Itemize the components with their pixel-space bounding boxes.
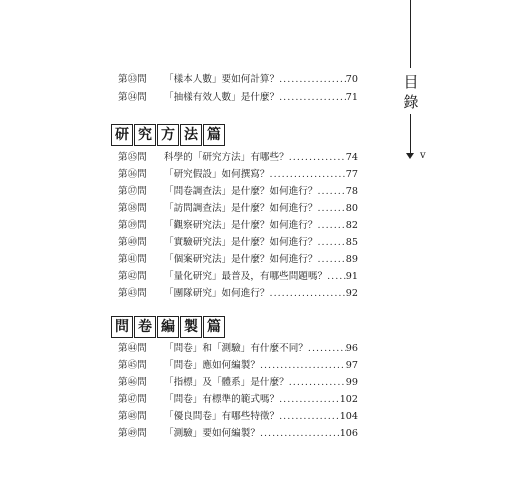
entry-number: 第㊴問 — [118, 220, 147, 231]
entry-title: 「研究假設」如何撰寫？ — [164, 169, 270, 180]
entry-page: 85 — [345, 237, 358, 248]
toc-heading-char: 錄 — [403, 93, 419, 111]
entry-title: 「優良問卷」有哪些特徵？ — [164, 411, 280, 422]
entry-title: 「抽樣有效人數」是什麼？ — [164, 92, 280, 103]
entry-title: 「問卷調查法」是什麼？如何進行？ — [164, 186, 318, 197]
section-heading-char: 法 — [180, 124, 202, 146]
section-heading-questionnaire-design — [111, 316, 226, 338]
section-heading-char: 問 — [111, 316, 133, 338]
entry-title: 「測驗」要如何編製？ — [164, 428, 260, 439]
toc-entry[interactable] — [118, 426, 358, 442]
toc-entry[interactable] — [118, 375, 358, 391]
toc-entry[interactable] — [118, 392, 358, 408]
entry-page: 104 — [339, 411, 358, 422]
leader-dots — [318, 218, 346, 234]
middle-vertical-rule — [410, 114, 411, 154]
entry-title: 「個案研究法」是什麼？如何進行？ — [164, 254, 318, 265]
entry-page: 77 — [345, 169, 358, 180]
toc-entry[interactable] — [118, 341, 358, 357]
toc-heading-char: 目 — [403, 73, 419, 91]
leader-dots — [260, 358, 346, 374]
entry-page: 80 — [345, 203, 358, 214]
toc-entry[interactable] — [118, 252, 358, 268]
entry-number: 第㊼問 — [118, 394, 147, 405]
leader-dots — [289, 150, 346, 166]
leader-dots — [279, 90, 346, 106]
toc-entry[interactable] — [118, 150, 358, 166]
entry-number: 第㊲問 — [118, 186, 147, 197]
leader-dots — [289, 375, 346, 391]
leader-dots — [279, 72, 346, 88]
leader-dots — [270, 286, 346, 302]
entry-title: 「實驗研究法」是什麼？如何進行？ — [164, 237, 318, 248]
entry-page: 70 — [345, 74, 358, 85]
section-heading-char: 卷 — [134, 316, 156, 338]
leader-dots — [279, 392, 340, 408]
entry-number: 第㊺問 — [118, 360, 147, 371]
leader-dots — [270, 167, 346, 183]
entry-title: 「觀察研究法」是什麼？如何進行？ — [164, 220, 318, 231]
entry-number: 第㊸問 — [118, 288, 147, 299]
entry-title: 「訪問調查法」是什麼？如何進行？ — [164, 203, 318, 214]
leader-dots — [318, 184, 346, 200]
entry-number: 第㉟問 — [118, 152, 147, 163]
toc-entry[interactable] — [118, 409, 358, 425]
toc-entry[interactable] — [118, 184, 358, 200]
entry-title: 「指標」及「體系」是什麼？ — [164, 377, 289, 388]
section-heading-char: 究 — [134, 124, 156, 146]
entry-number: 第㊶問 — [118, 254, 147, 265]
entry-number: 第㊷問 — [118, 271, 147, 282]
toc-entry[interactable] — [118, 90, 358, 106]
page-number: v — [420, 150, 426, 161]
entry-title: 「團隊研究」如何進行？ — [164, 288, 270, 299]
leader-dots — [318, 235, 346, 251]
entry-title: 「問卷」和「測驗」有什麼不同？ — [164, 343, 308, 354]
leader-dots — [279, 409, 340, 425]
entry-page: 82 — [345, 220, 358, 231]
section-heading-char: 篇 — [203, 316, 225, 338]
entry-title: 「量化研究」最普及，有哪些問題嗎？ — [164, 271, 328, 282]
section-heading-char: 篇 — [203, 124, 225, 146]
entry-page: 78 — [345, 186, 358, 197]
leader-dots — [260, 426, 340, 442]
entry-number: 第㊱問 — [118, 169, 147, 180]
entry-title: 「問卷」應如何編製？ — [164, 360, 260, 371]
toc-entry[interactable] — [118, 235, 358, 251]
entry-page: 99 — [345, 377, 358, 388]
entry-page: 96 — [345, 343, 358, 354]
section-heading-research-methods — [111, 124, 226, 146]
toc-entry[interactable] — [118, 167, 358, 183]
entry-page: 74 — [345, 152, 358, 163]
entry-number: 第㉞問 — [118, 92, 147, 103]
entry-number: 第㊹問 — [118, 343, 147, 354]
entry-page: 91 — [345, 271, 358, 282]
entry-page: 92 — [345, 288, 358, 299]
leader-dots — [308, 341, 346, 357]
leader-dots — [327, 269, 346, 285]
entry-number: 第㊵問 — [118, 237, 147, 248]
leader-dots — [318, 252, 346, 268]
entry-title: 「樣本人數」要如何計算？ — [164, 74, 280, 85]
entry-page: 97 — [345, 360, 358, 371]
toc-entry[interactable] — [118, 358, 358, 374]
entry-page: 102 — [339, 394, 358, 405]
toc-entry[interactable] — [118, 218, 358, 234]
section-heading-char: 製 — [180, 316, 202, 338]
entry-number: 第㊽問 — [118, 411, 147, 422]
arrow-down-icon — [406, 153, 414, 159]
section-heading-char: 研 — [111, 124, 133, 146]
entry-title: 科學的「研究方法」有哪些？ — [164, 152, 289, 163]
entry-number: 第㉝問 — [118, 74, 147, 85]
toc-entry[interactable] — [118, 286, 358, 302]
entry-number: 第㊾問 — [118, 428, 147, 439]
entry-number: 第㊻問 — [118, 377, 147, 388]
entry-title: 「問卷」有標準的範式嗎？ — [164, 394, 280, 405]
entry-page: 89 — [345, 254, 358, 265]
leader-dots — [318, 201, 346, 217]
top-vertical-rule — [410, 0, 411, 68]
entry-number: 第㊳問 — [118, 203, 147, 214]
toc-entry[interactable] — [118, 72, 358, 88]
section-heading-char: 編 — [157, 316, 179, 338]
toc-entry[interactable] — [118, 201, 358, 217]
entry-page: 71 — [345, 92, 358, 103]
section-heading-char: 方 — [157, 124, 179, 146]
toc-entry[interactable] — [118, 269, 358, 285]
entry-page: 106 — [339, 428, 358, 439]
toc-heading — [401, 72, 421, 112]
